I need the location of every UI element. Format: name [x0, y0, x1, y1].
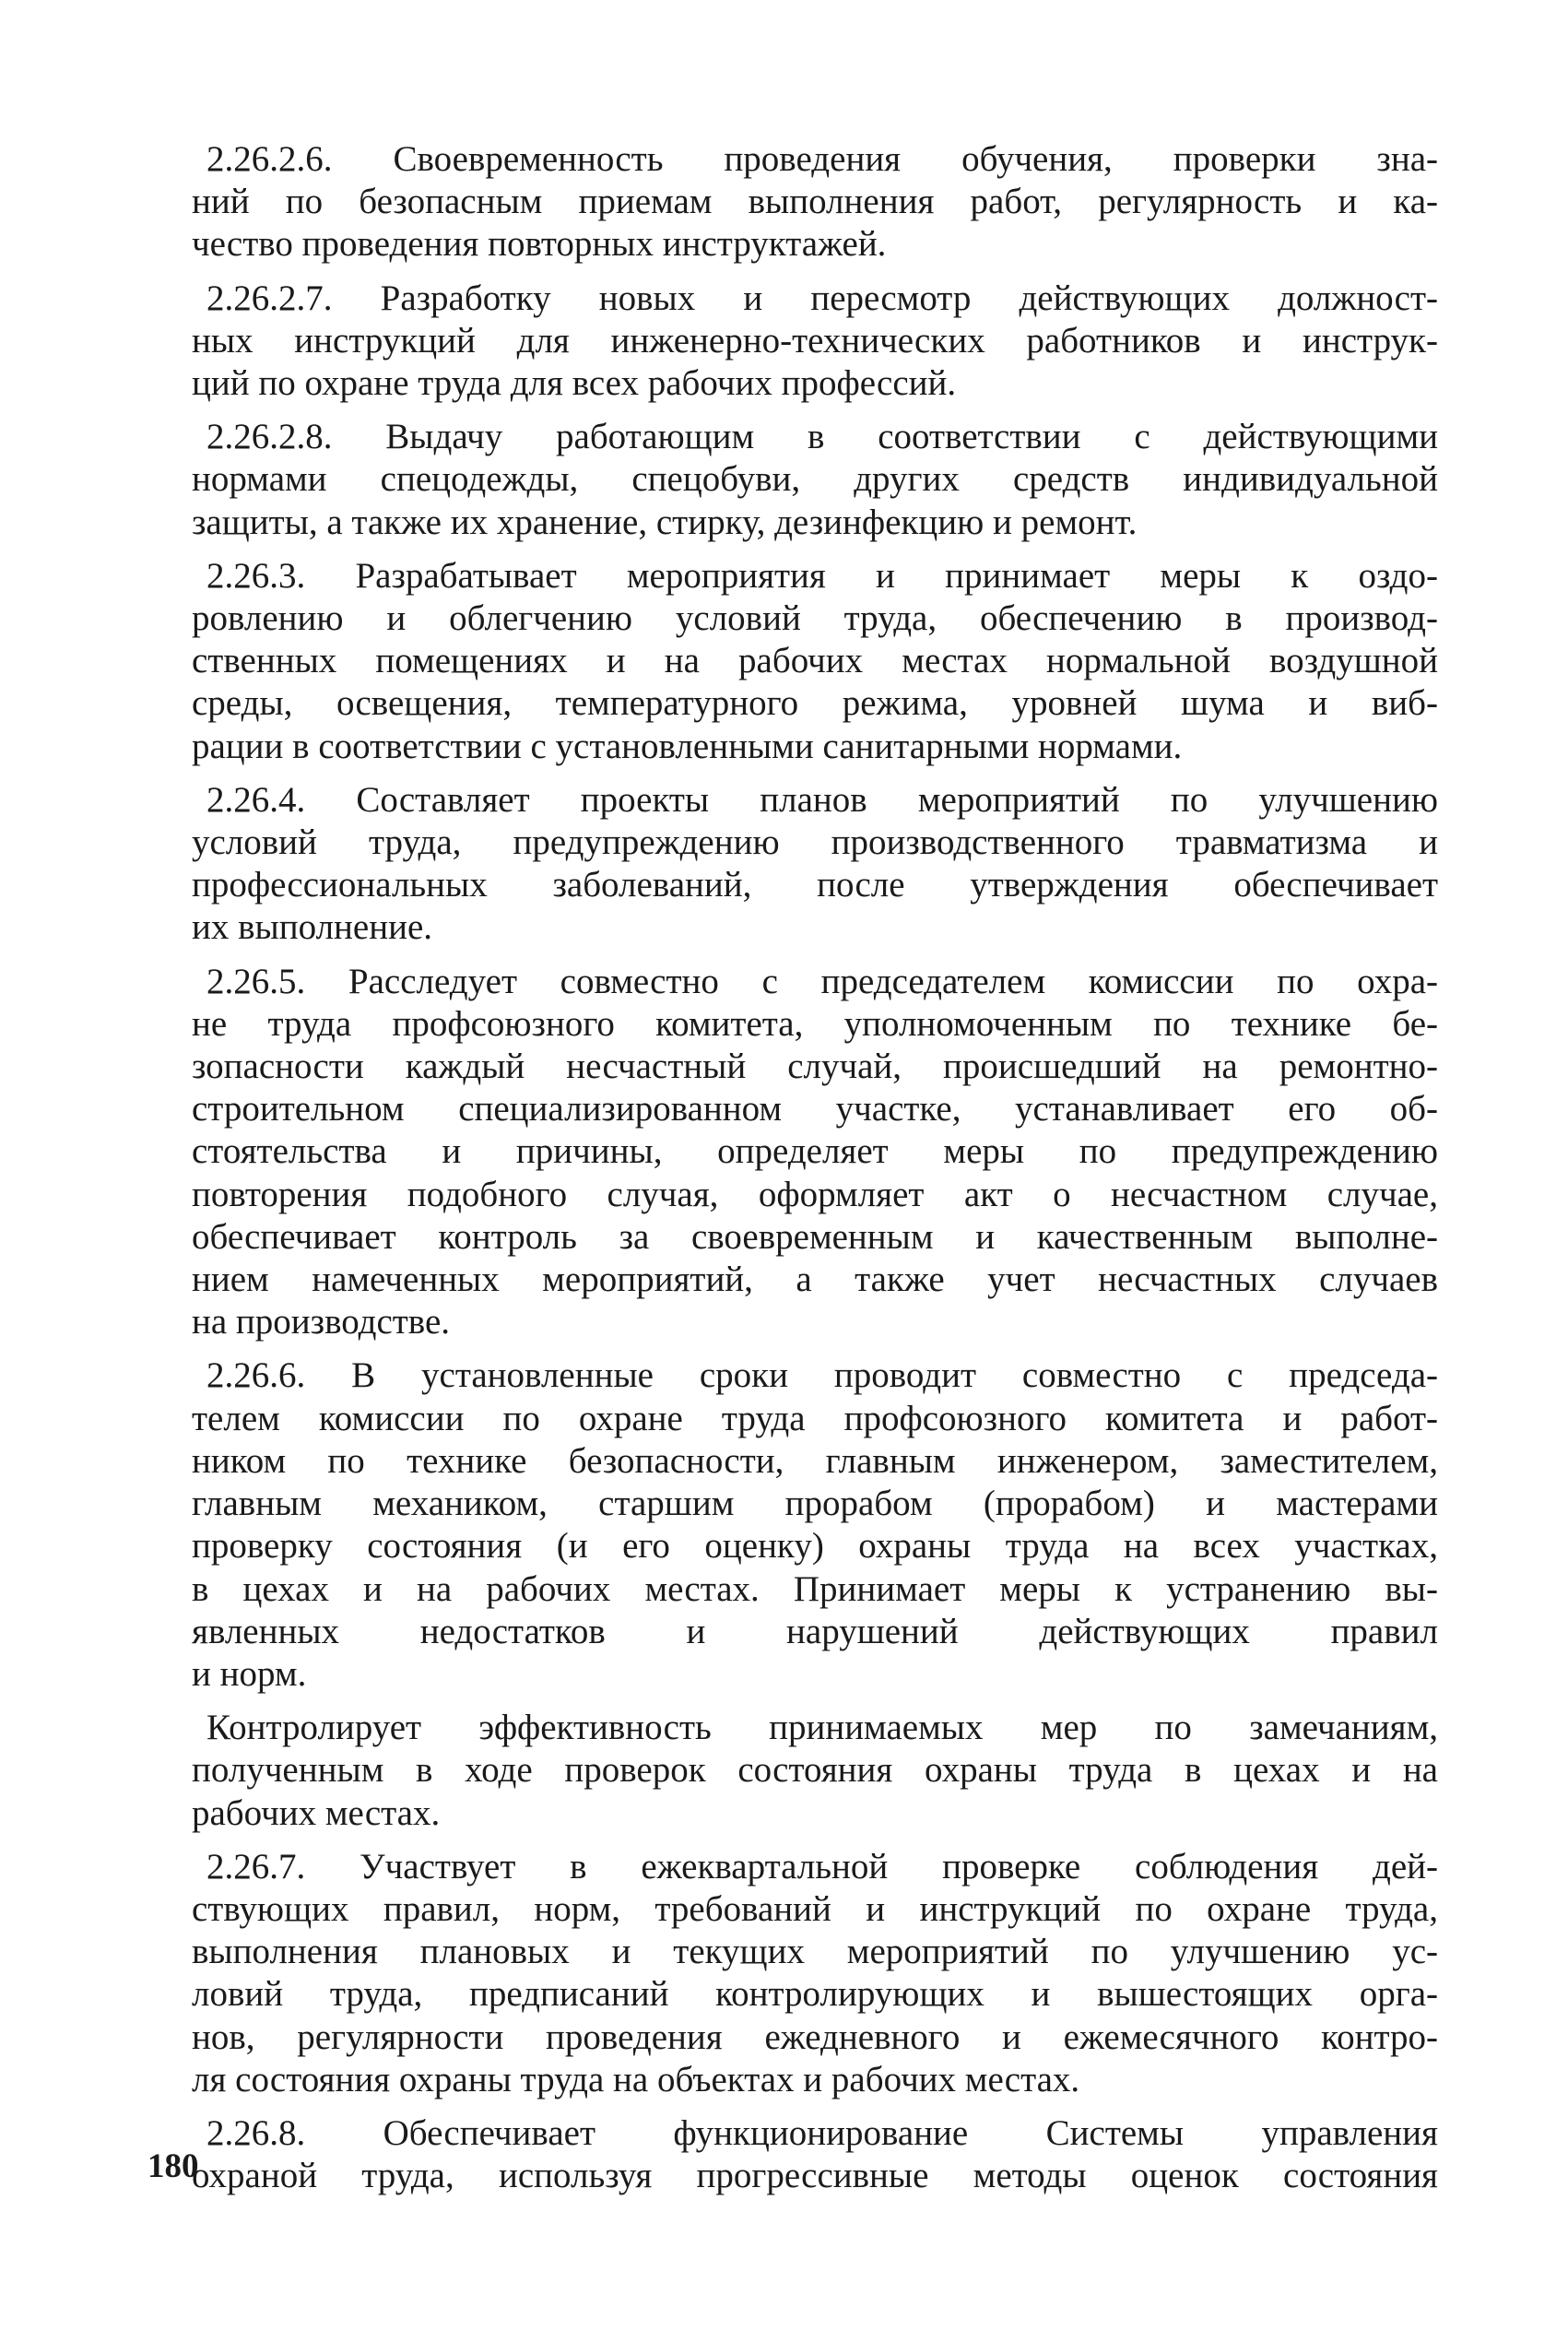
- text-line: 2.26.2.7. Разработку новых и пересмотр действующих должност-: [206, 278, 1438, 318]
- paragraph-2-26-4: [192, 779, 1438, 950]
- paragraph-2-26-2-7: [192, 278, 1438, 406]
- text-line: 2.26.6. В установленные сроки проводит совместно с председа-: [206, 1355, 1438, 1396]
- text-line: на производстве.: [192, 1302, 451, 1342]
- text-line: 2.26.8. Обеспечивает функционирование Системы управления: [206, 2112, 1438, 2153]
- text-line: проверку состояния (и его оценку) охраны труда на всех участках,: [192, 1526, 1438, 1567]
- text-line: среды, освещения, температурного режима, уровней шума и виб-: [192, 683, 1438, 724]
- text-line: охраной труда, используя прогрессивные методы оценок состояния: [192, 2156, 1438, 2196]
- text-line: ственных помещениях и на рабочих местах нормальной воздушной: [192, 641, 1438, 681]
- text-line: обеспечивает контроль за своевременным и качественным выполне-: [192, 1216, 1438, 1257]
- text-line: 2.26.4. Составляет проекты планов мероприятий по улучшению: [206, 779, 1438, 820]
- text-line: чество проведения повторных инструктажей.: [192, 224, 887, 265]
- text-line: стоятельства и причины, определяет меры по предупреждению: [192, 1131, 1438, 1172]
- paragraph-2-26-3: [192, 555, 1438, 768]
- text-line: повторения подобного случая, оформляет акт о несчастном случае,: [192, 1174, 1438, 1214]
- text-line: нием намеченных мероприятий, а также учет несчастных случаев: [192, 1260, 1438, 1300]
- text-line: выполнения плановых и текущих мероприятий по улучшению ус-: [192, 1932, 1438, 1972]
- text-line: явленных недостатков и нарушений действующих правил: [192, 1611, 1438, 1651]
- text-line: их выполнение.: [192, 907, 433, 948]
- text-line: нормами спецодежды, спецобуви, других средств индивидуальной: [192, 459, 1438, 500]
- text-line: и норм.: [192, 1653, 307, 1694]
- text-line: ловий труда, предписаний контролирующих и вышестоящих орга-: [192, 1974, 1438, 2015]
- text-line: 2.26.2.8. Выдачу работающим в соответствии с действующими: [206, 417, 1438, 457]
- text-line: условий труда, предупреждению производственного травматизма и: [192, 822, 1438, 863]
- text-line: 2.26.7. Участвует в ежеквартальной проверке соблюдения дей-: [206, 1846, 1438, 1886]
- text-line: ний по безопасным приемам выполнения работ, регулярность и ка-: [192, 182, 1438, 222]
- text-line: 2.26.2.6. Своевременность проведения обучения, проверки зна-: [206, 139, 1438, 179]
- paragraph-2-26-2-8: [192, 416, 1438, 544]
- text-line: 2.26.5. Расследует совместно с председателем комиссии по охра-: [206, 961, 1438, 1001]
- text-line: ствующих правил, норм, требований и инструкций по охране труда,: [192, 1888, 1438, 1929]
- text-line: 2.26.3. Разрабатывает мероприятия и принимает меры к оздо-: [206, 555, 1438, 596]
- body-text: [192, 138, 1438, 2208]
- text-line: ля состояния охраны труда на объектах и рабочих местах.: [192, 2059, 1080, 2099]
- text-line: рации в соответствии с установленными санитарными нормами.: [192, 726, 1183, 766]
- text-line: телем комиссии по охране труда профсоюзного комитета и работ-: [192, 1398, 1438, 1438]
- text-line: нов, регулярности проведения ежедневного и ежемесячного контро-: [192, 2017, 1438, 2057]
- text-line: ником по технике безопасности, главным инженером, заместителем,: [192, 1440, 1438, 1481]
- page-number: 180: [147, 2147, 199, 2185]
- text-line: ных инструкций для инженерно-технических работников и инструк-: [192, 320, 1438, 361]
- text-line: рабочих местах.: [192, 1792, 441, 1833]
- text-line: ровлению и облегчению условий труда, обеспечению в производ-: [192, 598, 1438, 639]
- paragraph-control: [192, 1707, 1438, 1835]
- paragraph-2-26-8: [192, 2112, 1438, 2197]
- paragraph-2-26-6: [192, 1354, 1438, 1696]
- text-line: в цехах и на рабочих местах. Принимает меры к устранению вы-: [192, 1568, 1438, 1609]
- text-line: строительном специализированном участке, устанавливает его об-: [192, 1089, 1438, 1130]
- text-line: не труда профсоюзного комитета, уполномоченным по технике бе-: [192, 1003, 1438, 1044]
- text-line: профессиональных заболеваний, после утверждения обеспечивает: [192, 865, 1438, 905]
- text-line: защиты, а также их хранение, стирку, дезинфекцию и ремонт.: [192, 502, 1138, 542]
- paragraph-2-26-2-6: [192, 138, 1438, 266]
- text-line: главным механиком, старшим прорабом (прорабом) и мастерами: [192, 1484, 1438, 1524]
- text-line: зопасности каждый несчастный случай, происшедший на ремонтно-: [192, 1047, 1438, 1087]
- paragraph-2-26-7: [192, 1846, 1438, 2101]
- text-line: ций по охране труда для всех рабочих профессий.: [192, 363, 957, 404]
- paragraph-2-26-5: [192, 961, 1438, 1344]
- text-line: полученным в ходе проверок состояния охраны труда в цехах и на: [192, 1750, 1438, 1791]
- text-line: Контролирует эффективность принимаемых мер по замечаниям,: [206, 1708, 1438, 1748]
